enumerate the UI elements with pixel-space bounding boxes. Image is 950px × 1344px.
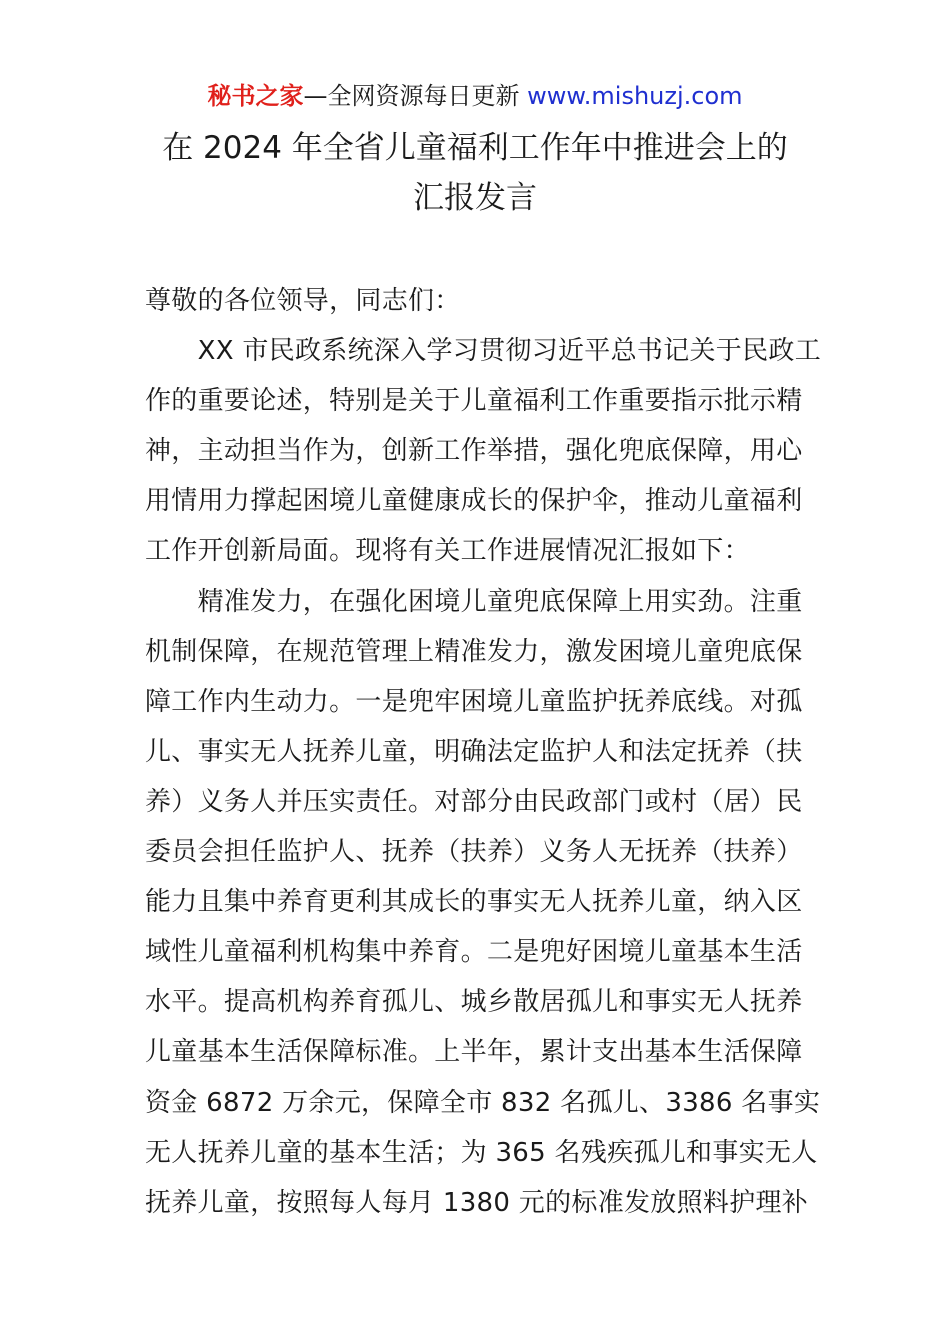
body-line: 儿、事实无人抚养儿童，明确法定监护人和法定抚养（扶: [145, 736, 803, 767]
body-line: 作的重要论述，特别是关于儿童福利工作重要指示批示精: [145, 386, 803, 417]
body-line: 资金 6872 万余元，保障全市 832 名孤儿、3386 名事实: [145, 1087, 821, 1118]
body-line: 能力且集中养育更利其成长的事实无人抚养儿童，纳入区: [145, 887, 803, 918]
body-line: XX 市民政系统深入学习贯彻习近平总书记关于民政工: [145, 336, 821, 367]
brand-name: 秘书之家: [207, 82, 304, 110]
body-line: 精准发力，在强化困境儿童兜底保障上用实劲。注重: [145, 586, 803, 617]
header-tagline: —全网资源每日更新: [303, 82, 528, 110]
body-line: 儿童基本生活保障标准。上半年，累计支出基本生活保障: [145, 1037, 803, 1068]
body-line: 尊敬的各位领导，同志们：: [145, 286, 461, 316]
body-line: 用情用力撑起困境儿童健康成长的保护伞，推动儿童福利: [145, 486, 803, 517]
body-line: 工作开创新局面。现将有关工作进展情况汇报如下：: [145, 536, 750, 567]
body-line: 委员会担任监护人、抚养（扶养）义务人无抚养（扶养）: [145, 837, 803, 868]
site-link[interactable]: www.mishuzj.com: [527, 82, 743, 110]
body-line: 养）义务人并压实责任。对部分由民政部门或村（居）民: [145, 786, 803, 817]
body-line: 抚养儿童，按照每人每月 1380 元的标准发放照料护理补: [145, 1187, 809, 1218]
body-line: 机制保障，在规范管理上精准发力，激发困境儿童兜底保: [145, 636, 803, 667]
document-body: [145, 276, 821, 1228]
document-title-line-2: 汇报发言: [413, 180, 537, 216]
document-title-line-1: 在 2024 年全省儿童福利工作年中推进会上的: [162, 130, 788, 166]
body-line: 水平。提高机构养育孤儿、城乡散居孤儿和事实无人抚养: [145, 987, 803, 1018]
body-line: 无人抚养儿童的基本生活；为 365 名残疾孤儿和事实无人: [145, 1137, 818, 1168]
body-line: 神，主动担当作为，创新工作举措，强化兜底保障，用心: [145, 436, 803, 467]
body-line: 域性儿童福利机构集中养育。二是兜好困境儿童基本生活: [145, 937, 803, 968]
body-line: 障工作内生动力。一是兜牢困境儿童监护抚养底线。对孤: [145, 686, 803, 717]
site-header: [0, 80, 950, 112]
